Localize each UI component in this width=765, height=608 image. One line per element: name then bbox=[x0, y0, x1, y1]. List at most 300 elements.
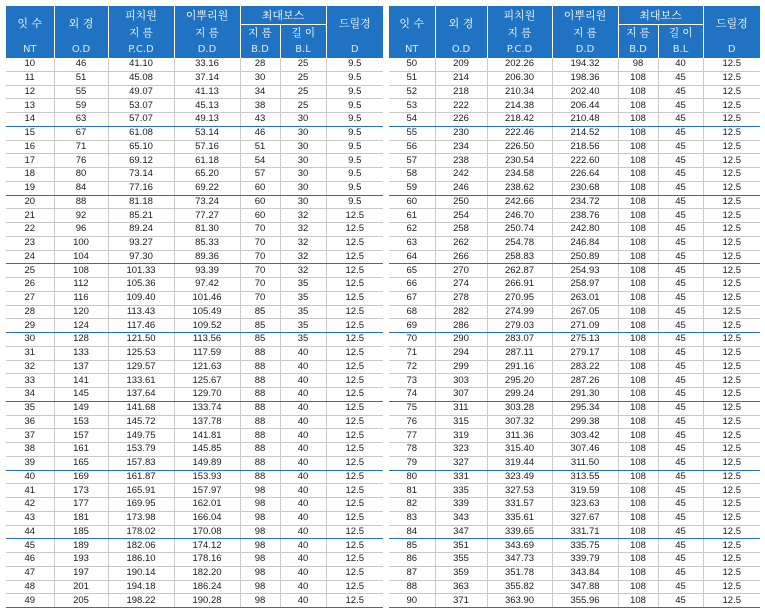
drill-diameter-cell: 12.5 bbox=[703, 594, 760, 608]
teeth-cell: 70 bbox=[389, 333, 435, 347]
teeth-cell: 74 bbox=[389, 388, 435, 402]
table-row bbox=[6, 140, 383, 154]
drill-diameter-cell: 12.5 bbox=[703, 58, 760, 71]
pitch-diameter-cell: 291.16 bbox=[487, 360, 552, 374]
teeth-cell: 44 bbox=[6, 525, 54, 539]
teeth-cell: 13 bbox=[6, 99, 54, 113]
abbr-nt: NT bbox=[389, 40, 435, 58]
outer-diameter-cell: 84 bbox=[54, 181, 108, 195]
root-diameter-subheader: 지 름 bbox=[552, 25, 618, 41]
table-row bbox=[6, 250, 383, 264]
boss-length-cell: 30 bbox=[280, 195, 326, 209]
root-diameter-cell: 137.78 bbox=[174, 415, 240, 429]
teeth-cell: 28 bbox=[6, 305, 54, 319]
pitch-diameter-cell: 323.49 bbox=[487, 470, 552, 484]
outer-diameter-cell: 51 bbox=[54, 71, 108, 85]
outer-diameter-cell: 323 bbox=[435, 443, 487, 457]
boss-length-cell: 45 bbox=[658, 291, 703, 305]
drill-diameter-cell: 12.5 bbox=[326, 429, 383, 443]
max-boss-header: 최대보스 bbox=[240, 6, 326, 25]
table-row bbox=[389, 71, 760, 85]
pitch-diameter-cell: 214.38 bbox=[487, 99, 552, 113]
boss-length-cell: 45 bbox=[658, 456, 703, 470]
teeth-cell: 51 bbox=[389, 71, 435, 85]
root-diameter-cell: 77.27 bbox=[174, 209, 240, 223]
outer-diameter-cell: 218 bbox=[435, 85, 487, 99]
pitch-diameter-cell: 101.33 bbox=[108, 264, 174, 278]
table-row bbox=[389, 429, 760, 443]
teeth-cell: 24 bbox=[6, 250, 54, 264]
pitch-diameter-cell: 206.30 bbox=[487, 71, 552, 85]
table-row bbox=[6, 525, 383, 539]
teeth-cell: 22 bbox=[6, 223, 54, 237]
boss-length-cell: 32 bbox=[280, 223, 326, 237]
drill-diameter-cell: 9.5 bbox=[326, 195, 383, 209]
root-diameter-cell: 258.97 bbox=[552, 278, 618, 292]
drill-diameter-cell: 12.5 bbox=[703, 333, 760, 347]
pitch-diameter-cell: 303.28 bbox=[487, 401, 552, 415]
boss-length-subheader: 길 이 bbox=[280, 25, 326, 41]
root-diameter-cell: 238.76 bbox=[552, 209, 618, 223]
drill-diameter-cell: 12.5 bbox=[326, 264, 383, 278]
pitch-diameter-cell: 157.83 bbox=[108, 456, 174, 470]
outer-diameter-cell: 67 bbox=[54, 126, 108, 140]
teeth-cell: 46 bbox=[6, 553, 54, 567]
table-row bbox=[6, 374, 383, 388]
boss-diameter-cell: 108 bbox=[618, 553, 658, 567]
root-diameter-cell: 41.13 bbox=[174, 85, 240, 99]
boss-diameter-cell: 108 bbox=[618, 594, 658, 608]
outer-diameter-cell: 238 bbox=[435, 154, 487, 168]
boss-length-cell: 40 bbox=[280, 374, 326, 388]
boss-length-cell: 45 bbox=[658, 553, 703, 567]
drill-diameter-cell: 12.5 bbox=[703, 291, 760, 305]
boss-length-cell: 35 bbox=[280, 319, 326, 333]
teeth-cell: 25 bbox=[6, 264, 54, 278]
pitch-diameter-cell: 65.10 bbox=[108, 140, 174, 154]
outer-diameter-cell: 112 bbox=[54, 278, 108, 292]
root-diameter-cell: 287.26 bbox=[552, 374, 618, 388]
drill-diameter-cell: 12.5 bbox=[326, 209, 383, 223]
pitch-diameter-cell: 335.61 bbox=[487, 511, 552, 525]
boss-length-cell: 35 bbox=[280, 291, 326, 305]
teeth-cell: 64 bbox=[389, 250, 435, 264]
outer-diameter-cell: 92 bbox=[54, 209, 108, 223]
pitch-diameter-cell: 190.14 bbox=[108, 566, 174, 580]
table-row bbox=[6, 181, 383, 195]
pitch-diameter-cell: 363.90 bbox=[487, 594, 552, 608]
outer-diameter-cell: 157 bbox=[54, 429, 108, 443]
pitch-diameter-cell: 173.98 bbox=[108, 511, 174, 525]
table-row bbox=[389, 236, 760, 250]
teeth-cell: 75 bbox=[389, 401, 435, 415]
boss-diameter-cell: 51 bbox=[240, 140, 280, 154]
boss-diameter-subheader: 지 름 bbox=[240, 25, 280, 41]
boss-length-cell: 45 bbox=[658, 388, 703, 402]
teeth-cell: 54 bbox=[389, 113, 435, 127]
boss-diameter-cell: 70 bbox=[240, 236, 280, 250]
table-row bbox=[6, 168, 383, 182]
boss-length-cell: 45 bbox=[658, 525, 703, 539]
table-row bbox=[389, 291, 760, 305]
table-row bbox=[389, 443, 760, 457]
drill-diameter-cell: 9.5 bbox=[326, 154, 383, 168]
boss-length-cell: 45 bbox=[658, 168, 703, 182]
root-circle-header: 이뿌리원 bbox=[552, 6, 618, 25]
table-row bbox=[6, 360, 383, 374]
boss-length-cell: 40 bbox=[280, 580, 326, 594]
boss-diameter-cell: 108 bbox=[618, 278, 658, 292]
table-row bbox=[389, 470, 760, 484]
root-diameter-cell: 190.28 bbox=[174, 594, 240, 608]
root-diameter-cell: 174.12 bbox=[174, 539, 240, 553]
outer-diameter-cell: 100 bbox=[54, 236, 108, 250]
boss-diameter-cell: 98 bbox=[240, 539, 280, 553]
boss-diameter-cell: 108 bbox=[618, 71, 658, 85]
table-row bbox=[389, 360, 760, 374]
drill-diameter-cell: 12.5 bbox=[326, 443, 383, 457]
pitch-circle-header: 피치원 bbox=[108, 6, 174, 25]
teeth-cell: 85 bbox=[389, 539, 435, 553]
boss-length-cell: 40 bbox=[280, 498, 326, 512]
pitch-diameter-cell: 113.43 bbox=[108, 305, 174, 319]
outer-diameter-cell: 299 bbox=[435, 360, 487, 374]
boss-length-cell: 45 bbox=[658, 333, 703, 347]
root-diameter-cell: 113.56 bbox=[174, 333, 240, 347]
pitch-diameter-cell: 262.87 bbox=[487, 264, 552, 278]
pitch-diameter-cell: 137.64 bbox=[108, 388, 174, 402]
table-row bbox=[6, 566, 383, 580]
abbr-bl: B.L bbox=[658, 40, 703, 58]
table-row bbox=[389, 346, 760, 360]
teeth-cell: 43 bbox=[6, 511, 54, 525]
pitch-diameter-cell: 81.18 bbox=[108, 195, 174, 209]
pitch-diameter-cell: 165.91 bbox=[108, 484, 174, 498]
pitch-diameter-cell: 145.72 bbox=[108, 415, 174, 429]
boss-diameter-cell: 108 bbox=[618, 374, 658, 388]
pitch-diameter-cell: 105.36 bbox=[108, 278, 174, 292]
boss-length-cell: 45 bbox=[658, 429, 703, 443]
outer-diameter-cell: 254 bbox=[435, 209, 487, 223]
pitch-diameter-cell: 57.07 bbox=[108, 113, 174, 127]
pitch-diameter-cell: 149.75 bbox=[108, 429, 174, 443]
abbr-pcd: P.C.D bbox=[487, 40, 552, 58]
boss-length-cell: 45 bbox=[658, 223, 703, 237]
table-row bbox=[389, 594, 760, 608]
outer-diameter-cell: 311 bbox=[435, 401, 487, 415]
boss-length-cell: 40 bbox=[280, 553, 326, 567]
root-diameter-cell: 33.16 bbox=[174, 58, 240, 71]
boss-diameter-cell: 38 bbox=[240, 99, 280, 113]
boss-length-cell: 45 bbox=[658, 113, 703, 127]
outer-diameter-cell: 128 bbox=[54, 333, 108, 347]
outer-diameter-cell: 104 bbox=[54, 250, 108, 264]
outer-diameter-cell: 96 bbox=[54, 223, 108, 237]
teeth-cell: 80 bbox=[389, 470, 435, 484]
drill-diameter-cell: 12.5 bbox=[703, 85, 760, 99]
teeth-cell: 40 bbox=[6, 470, 54, 484]
outer-diameter-cell: 270 bbox=[435, 264, 487, 278]
teeth-cell: 73 bbox=[389, 374, 435, 388]
outer-diameter-cell: 294 bbox=[435, 346, 487, 360]
table-row bbox=[6, 429, 383, 443]
boss-length-cell: 32 bbox=[280, 250, 326, 264]
boss-length-cell: 25 bbox=[280, 99, 326, 113]
outer-diameter-cell: 165 bbox=[54, 456, 108, 470]
root-diameter-cell: 246.84 bbox=[552, 236, 618, 250]
teeth-cell: 86 bbox=[389, 553, 435, 567]
drill-diameter-cell: 12.5 bbox=[326, 374, 383, 388]
boss-diameter-subheader: 지 름 bbox=[618, 25, 658, 41]
drill-diameter-cell: 12.5 bbox=[703, 181, 760, 195]
teeth-cell: 23 bbox=[6, 236, 54, 250]
pitch-diameter-cell: 311.36 bbox=[487, 429, 552, 443]
table-row bbox=[6, 85, 383, 99]
root-diameter-cell: 250.89 bbox=[552, 250, 618, 264]
boss-diameter-cell: 108 bbox=[618, 181, 658, 195]
outer-diameter-cell: 88 bbox=[54, 195, 108, 209]
table-row bbox=[389, 154, 760, 168]
drill-diameter-cell: 12.5 bbox=[326, 470, 383, 484]
boss-diameter-cell: 88 bbox=[240, 470, 280, 484]
outer-diameter-cell: 201 bbox=[54, 580, 108, 594]
table-row bbox=[6, 580, 383, 594]
boss-diameter-cell: 108 bbox=[618, 99, 658, 113]
boss-length-cell: 30 bbox=[280, 154, 326, 168]
pitch-diameter-subheader: 지 름 bbox=[487, 25, 552, 41]
outer-diameter-cell: 226 bbox=[435, 113, 487, 127]
table-row bbox=[6, 154, 383, 168]
boss-diameter-cell: 60 bbox=[240, 209, 280, 223]
teeth-cell: 45 bbox=[6, 539, 54, 553]
boss-length-cell: 45 bbox=[658, 250, 703, 264]
root-diameter-cell: 210.48 bbox=[552, 113, 618, 127]
pitch-diameter-cell: 218.42 bbox=[487, 113, 552, 127]
boss-diameter-cell: 108 bbox=[618, 525, 658, 539]
teeth-cell: 60 bbox=[389, 195, 435, 209]
pitch-diameter-cell: 129.57 bbox=[108, 360, 174, 374]
root-diameter-cell: 109.52 bbox=[174, 319, 240, 333]
outer-diameter-cell: 339 bbox=[435, 498, 487, 512]
boss-diameter-cell: 108 bbox=[618, 195, 658, 209]
teeth-cell: 52 bbox=[389, 85, 435, 99]
outer-diameter-cell: 133 bbox=[54, 346, 108, 360]
pitch-diameter-cell: 307.32 bbox=[487, 415, 552, 429]
teeth-cell: 26 bbox=[6, 278, 54, 292]
pitch-diameter-cell: 351.78 bbox=[487, 566, 552, 580]
pitch-diameter-cell: 169.95 bbox=[108, 498, 174, 512]
table-row bbox=[389, 58, 760, 71]
pitch-diameter-cell: 266.91 bbox=[487, 278, 552, 292]
boss-length-cell: 40 bbox=[280, 470, 326, 484]
boss-length-cell: 45 bbox=[658, 484, 703, 498]
teeth-cell: 29 bbox=[6, 319, 54, 333]
drill-diameter-cell: 12.5 bbox=[326, 333, 383, 347]
table-row bbox=[389, 181, 760, 195]
table-row bbox=[389, 278, 760, 292]
table-row bbox=[6, 539, 383, 553]
drill-diameter-cell: 12.5 bbox=[703, 223, 760, 237]
teeth-cell: 90 bbox=[389, 594, 435, 608]
boss-length-cell: 40 bbox=[280, 388, 326, 402]
drill-diameter-cell: 12.5 bbox=[703, 278, 760, 292]
root-diameter-cell: 170.08 bbox=[174, 525, 240, 539]
boss-length-cell: 45 bbox=[658, 566, 703, 580]
boss-diameter-cell: 108 bbox=[618, 511, 658, 525]
boss-diameter-cell: 108 bbox=[618, 401, 658, 415]
table-row bbox=[6, 346, 383, 360]
boss-length-cell: 45 bbox=[658, 140, 703, 154]
root-diameter-cell: 125.67 bbox=[174, 374, 240, 388]
teeth-cell: 68 bbox=[389, 305, 435, 319]
outer-diameter-cell: 189 bbox=[54, 539, 108, 553]
root-diameter-cell: 226.64 bbox=[552, 168, 618, 182]
root-diameter-cell: 145.85 bbox=[174, 443, 240, 457]
boss-length-cell: 35 bbox=[280, 305, 326, 319]
boss-diameter-cell: 108 bbox=[618, 580, 658, 594]
teeth-cell: 19 bbox=[6, 181, 54, 195]
pitch-diameter-cell: 133.61 bbox=[108, 374, 174, 388]
boss-diameter-cell: 88 bbox=[240, 456, 280, 470]
outer-diameter-cell: 209 bbox=[435, 58, 487, 71]
boss-diameter-cell: 43 bbox=[240, 113, 280, 127]
teeth-cell: 10 bbox=[6, 58, 54, 71]
drill-diameter-cell: 12.5 bbox=[326, 498, 383, 512]
abbr-bl: B.L bbox=[280, 40, 326, 58]
abbr-d: D bbox=[326, 40, 383, 58]
boss-diameter-cell: 98 bbox=[240, 566, 280, 580]
drill-diameter-header: 드릴경 bbox=[703, 6, 760, 40]
pitch-diameter-cell: 77.16 bbox=[108, 181, 174, 195]
table-row bbox=[389, 553, 760, 567]
outer-diameter-cell: 59 bbox=[54, 99, 108, 113]
drill-diameter-cell: 12.5 bbox=[703, 168, 760, 182]
drill-diameter-cell: 12.5 bbox=[703, 539, 760, 553]
boss-diameter-cell: 108 bbox=[618, 264, 658, 278]
boss-diameter-cell: 98 bbox=[618, 58, 658, 71]
boss-diameter-cell: 88 bbox=[240, 401, 280, 415]
table-row bbox=[6, 113, 383, 127]
drill-diameter-cell: 9.5 bbox=[326, 71, 383, 85]
root-diameter-cell: 254.93 bbox=[552, 264, 618, 278]
teeth-cell: 17 bbox=[6, 154, 54, 168]
boss-diameter-cell: 108 bbox=[618, 484, 658, 498]
pitch-diameter-cell: 299.24 bbox=[487, 388, 552, 402]
table-row bbox=[389, 209, 760, 223]
boss-diameter-cell: 108 bbox=[618, 126, 658, 140]
boss-diameter-cell: 108 bbox=[618, 388, 658, 402]
root-diameter-cell: 37.14 bbox=[174, 71, 240, 85]
pitch-diameter-cell: 238.62 bbox=[487, 181, 552, 195]
boss-length-cell: 40 bbox=[280, 346, 326, 360]
teeth-cell: 83 bbox=[389, 511, 435, 525]
root-diameter-cell: 45.13 bbox=[174, 99, 240, 113]
outer-diameter-cell: 246 bbox=[435, 181, 487, 195]
table-row bbox=[389, 511, 760, 525]
drill-diameter-cell: 12.5 bbox=[703, 429, 760, 443]
pitch-diameter-cell: 347.73 bbox=[487, 553, 552, 567]
pitch-diameter-cell: 355.82 bbox=[487, 580, 552, 594]
root-diameter-cell: 53.14 bbox=[174, 126, 240, 140]
pitch-diameter-cell: 234.58 bbox=[487, 168, 552, 182]
pitch-diameter-cell: 45.08 bbox=[108, 71, 174, 85]
boss-length-cell: 40 bbox=[280, 401, 326, 415]
boss-length-cell: 45 bbox=[658, 443, 703, 457]
root-diameter-cell: 267.05 bbox=[552, 305, 618, 319]
abbr-nt: NT bbox=[6, 40, 54, 58]
table-row bbox=[6, 291, 383, 305]
table-row bbox=[6, 305, 383, 319]
root-diameter-cell: 271.09 bbox=[552, 319, 618, 333]
pitch-diameter-cell: 270.95 bbox=[487, 291, 552, 305]
root-diameter-cell: 198.36 bbox=[552, 71, 618, 85]
table-row bbox=[6, 415, 383, 429]
teeth-cell: 27 bbox=[6, 291, 54, 305]
table-row bbox=[389, 566, 760, 580]
table-row bbox=[6, 401, 383, 415]
pitch-diameter-cell: 327.53 bbox=[487, 484, 552, 498]
outer-diameter-cell: 116 bbox=[54, 291, 108, 305]
boss-diameter-cell: 98 bbox=[240, 553, 280, 567]
drill-diameter-cell: 12.5 bbox=[703, 71, 760, 85]
boss-diameter-cell: 108 bbox=[618, 236, 658, 250]
root-diameter-cell: 117.59 bbox=[174, 346, 240, 360]
boss-length-cell: 40 bbox=[280, 484, 326, 498]
boss-length-cell: 45 bbox=[658, 154, 703, 168]
boss-diameter-cell: 98 bbox=[240, 511, 280, 525]
pitch-diameter-cell: 49.07 bbox=[108, 85, 174, 99]
pitch-diameter-cell: 202.26 bbox=[487, 58, 552, 71]
teeth-cell: 87 bbox=[389, 566, 435, 580]
drill-diameter-cell: 12.5 bbox=[326, 511, 383, 525]
root-diameter-cell: 69.22 bbox=[174, 181, 240, 195]
teeth-cell: 48 bbox=[6, 580, 54, 594]
outer-diameter-cell: 234 bbox=[435, 140, 487, 154]
table-row bbox=[6, 333, 383, 347]
abbr-od: O.D bbox=[54, 40, 108, 58]
teeth-cell: 79 bbox=[389, 456, 435, 470]
pitch-diameter-subheader: 지 름 bbox=[108, 25, 174, 41]
boss-length-cell: 45 bbox=[658, 470, 703, 484]
boss-length-cell: 45 bbox=[658, 415, 703, 429]
boss-diameter-cell: 28 bbox=[240, 58, 280, 71]
boss-length-cell: 45 bbox=[658, 85, 703, 99]
drill-diameter-cell: 12.5 bbox=[703, 209, 760, 223]
drill-diameter-cell: 12.5 bbox=[703, 498, 760, 512]
outer-diameter-cell: 193 bbox=[54, 553, 108, 567]
boss-diameter-cell: 88 bbox=[240, 360, 280, 374]
root-diameter-cell: 307.46 bbox=[552, 443, 618, 457]
drill-diameter-cell: 12.5 bbox=[703, 195, 760, 209]
drill-diameter-cell: 12.5 bbox=[326, 415, 383, 429]
boss-length-cell: 45 bbox=[658, 594, 703, 608]
drill-diameter-cell: 12.5 bbox=[703, 566, 760, 580]
boss-length-cell: 40 bbox=[280, 456, 326, 470]
drill-diameter-cell: 12.5 bbox=[326, 594, 383, 608]
boss-length-cell: 45 bbox=[658, 236, 703, 250]
pitch-diameter-cell: 93.27 bbox=[108, 236, 174, 250]
teeth-cell: 59 bbox=[389, 181, 435, 195]
boss-diameter-cell: 88 bbox=[240, 415, 280, 429]
boss-diameter-cell: 88 bbox=[240, 374, 280, 388]
root-diameter-cell: 141.81 bbox=[174, 429, 240, 443]
teeth-cell: 61 bbox=[389, 209, 435, 223]
teeth-cell: 49 bbox=[6, 594, 54, 608]
pitch-diameter-cell: 61.08 bbox=[108, 126, 174, 140]
boss-length-cell: 45 bbox=[658, 195, 703, 209]
root-diameter-cell: 313.55 bbox=[552, 470, 618, 484]
outer-diameter-cell: 169 bbox=[54, 470, 108, 484]
